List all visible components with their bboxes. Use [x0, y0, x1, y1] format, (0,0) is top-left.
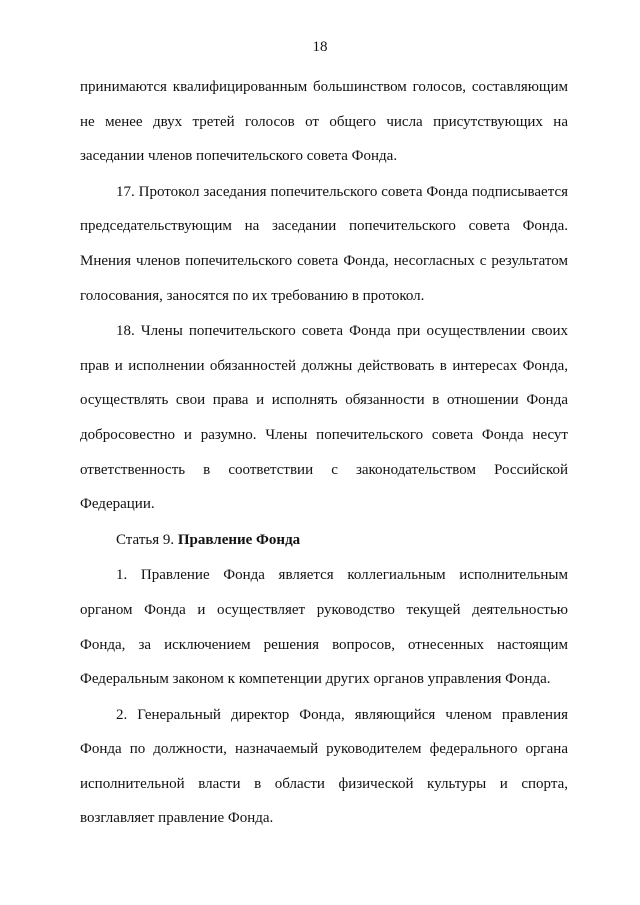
page-number: 18	[312, 39, 328, 55]
paragraph-18: 18. Члены попечительского совета Фонда при осуществлении своих прав и исполнении обязанностей должны действовать в интересах Фонда, осуществлять свои права и исполнять обязанности в отношении Фонда добросовестно и разумно. Члены попечительского совета Фонда несут ответственность в соответствии с законодательством Российской Федерации.	[80, 323, 568, 513]
article-paragraph-1: 1. Правление Фонда является коллегиальным исполнительным органом Фонда и осуществляет руководство текущей деятельностью Фонда, за исключением решения вопросов, отнесенных настоящим Федеральным законом к компетенции других органов управления Фонда.	[80, 567, 568, 688]
article-title: Правление Фонда	[177, 531, 301, 548]
paragraph-continuation: принимаются квалифицированным большинством голосов, составляющим не менее двух третей голосов от общего числа присутствующих на заседании членов попечительского совета Фонда.	[80, 79, 568, 165]
article-prefix: Статья 9.	[116, 531, 178, 548]
article-paragraph-2: 2. Генеральный директор Фонда, являющийся членом правления Фонда по должности, назначаемый руководителем федерального органа исполнительной власти в области физической культуры и спорта, возглавляет правление Фонда.	[80, 706, 568, 827]
paragraph-17: 17. Протокол заседания попечительского совета Фонда подписывается председательствующим на заседании попечительского совета Фонда. Мнения членов попечительского совета Фонда, несогласных с результатом голосования, заносятся по их требованию в протокол.	[80, 183, 568, 304]
article-heading	[80, 523, 568, 558]
document-body	[80, 70, 568, 836]
